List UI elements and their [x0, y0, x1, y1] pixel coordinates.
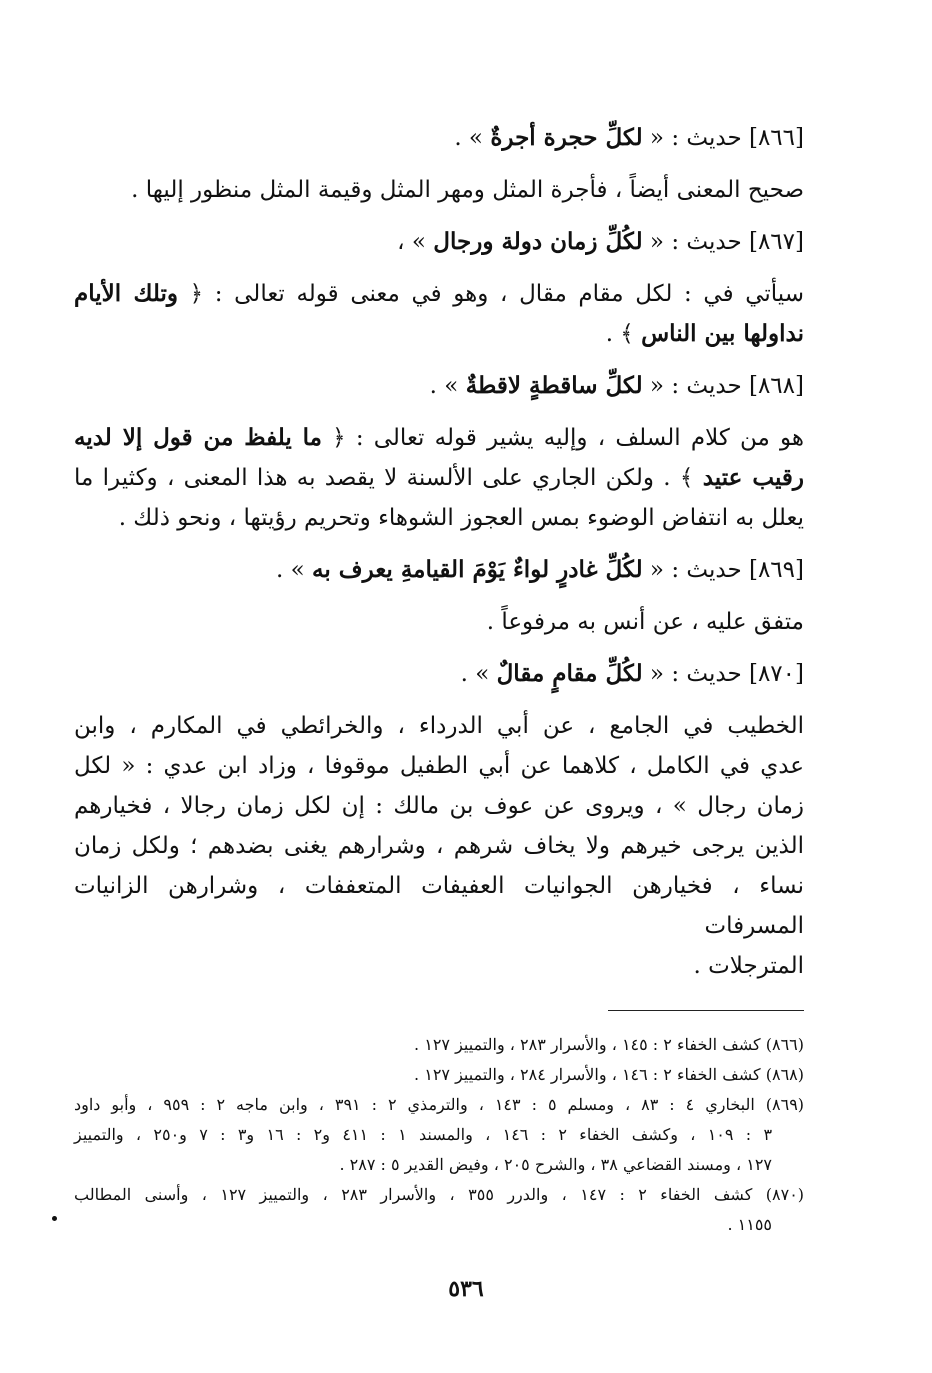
hadith-867-commentary-line-2 — [74, 314, 804, 354]
ink-speck — [52, 1216, 57, 1221]
commentary-text: ﴾ . ولكن الجاري على الألسنة لا يقصد به هذا المعنى ، وكثيرا ما — [74, 465, 703, 491]
quran-quote: نداولها بين الناس — [641, 320, 804, 347]
hadith-868-heading — [74, 366, 804, 406]
hadith-870-commentary-line: الذين يرجى خيرهم ولا يخاف شرهم ، وشرارهم يغنى بضدهم ؛ ولكل زمان — [74, 833, 804, 859]
hadith-868-commentary-line-3: يعلل به انتفاض الوضوء بمس العجوز الشوهاء وتحريم رؤيتها ، ونحو ذلك . — [118, 505, 804, 531]
hadith-867-prefix: [٨٦٧] حديث : « — [642, 229, 804, 255]
quran-quote: وتلك الأيام — [74, 280, 178, 307]
hadith-867-heading — [74, 222, 804, 262]
hadith-866-prefix: [٨٦٦] حديث : « — [642, 125, 804, 151]
footnote-868: (٨٦٨) كشف الخفاء ٢ : ١٤٦ ، والأسرار ٢٨٤ ، والتمييز ١٢٧ . — [414, 1065, 804, 1084]
hadith-870-commentary-line: زمان رجال » ، ويروى عن عوف بن مالك : إن لكل زمان رجالا ، فخيارهم — [74, 793, 804, 819]
hadith-868-quote: لكلِّ ساقطةٍ لاقطةٌ — [465, 372, 643, 399]
hadith-866-commentary: صحيح المعنى أيضاً ، فأجرة المثل ومهر المثل وقيمة المثل منظور إليها . — [131, 177, 804, 203]
main-text — [74, 118, 804, 986]
hadith-866-quote: لكلِّ حجرة أجرةٌ — [490, 124, 643, 151]
footnote-866: (٨٦٦) كشف الخفاء ٢ : ١٤٥ ، والأسرار ٢٨٣ ، والتمييز ١٢٧ . — [414, 1035, 804, 1054]
hadith-870-commentary-line: المترجلات . — [693, 953, 804, 979]
page-number: ٥٣٦ — [448, 1276, 484, 1302]
hadith-867-commentary-line-1 — [74, 274, 804, 314]
hadith-867-suffix: » ، — [397, 229, 434, 255]
hadith-866-heading — [74, 118, 804, 158]
hadith-869-prefix: [٨٦٩] حديث : « — [642, 557, 804, 583]
hadith-868-suffix: » . — [429, 373, 466, 399]
hadith-866-suffix: » . — [454, 125, 491, 151]
hadith-868-commentary-line-1 — [74, 418, 804, 458]
hadith-869-quote: لكُلِّ غادرٍ لواءٌ يَوْمَ القيامةِ يعرف به — [312, 556, 643, 583]
footnote-divider — [608, 1010, 804, 1011]
hadith-868-commentary-line-2 — [74, 458, 804, 498]
hadith-869-suffix: » . — [276, 557, 313, 583]
footnote-869-continued: ٣ : ١٠٩ ، وكشف الخفاء ٢ : ١٤٦ ، والمسند ١ : ٤١١ و٢ : ١٦ و٣ : ٧ و٢٥٠ ، والتمييز — [74, 1125, 773, 1144]
hadith-870-commentary-line: عدي في الكامل ، كلاهما عن أبي الطفيل موقوفا ، وزاد ابن عدي : « لكل — [74, 753, 804, 779]
hadith-869-commentary: متفق عليه ، عن أنس به مرفوعاً . — [486, 609, 804, 635]
hadith-870-suffix: » . — [460, 661, 497, 687]
footnote-870-continued: ١١٥٥ . — [727, 1215, 772, 1234]
hadith-870-commentary-line: نساء ، فخيارهن الجوانيات العفيفات المتعففات ، وشرارهن الزانيات المسرفات — [74, 873, 804, 939]
footnote-870: (٨٧٠) كشف الخفاء ٢ : ١٤٧ ، والدرر ٣٥٥ ، والأسرار ٢٨٣ ، والتمييز ١٢٧ ، وأسنى المطالب — [74, 1185, 805, 1204]
hadith-870-quote: لكُلِّ مقامٍ مقالٌ — [496, 660, 643, 687]
footnote-869-continued: ١٢٧ ، ومسند القضاعي ٣٨ ، والشرح ٢٠٥ ، وفيض القدير ٥ : ٢٨٧ . — [339, 1155, 772, 1174]
hadith-869-heading — [74, 550, 804, 590]
commentary-text: هو من كلام السلف ، وإليه يشير قوله تعالى : ﴿ — [321, 425, 804, 451]
hadith-870-heading — [74, 654, 804, 694]
commentary-text: ﴾ . — [605, 321, 642, 347]
commentary-text: سيأتي في : لكل مقام مقال ، وهو في معنى قوله تعالى : ﴿ — [178, 281, 804, 307]
footnotes — [74, 1030, 804, 1240]
footnote-869: (٨٦٩) البخاري ٤ : ٨٣ ، ومسلم ٥ : ١٤٣ ، والترمذي ٢ : ٣٩١ ، وابن ماجه ٢ : ٩٥٩ ، وأبو داود — [74, 1095, 805, 1114]
hadith-870-prefix: [٨٧٠] حديث : « — [642, 661, 804, 687]
quran-quote: ما يلفظ من قول إلا لديه — [74, 424, 322, 451]
hadith-870-commentary-line: الخطيب في الجامع ، عن أبي الدرداء ، والخرائطي في المكارم ، وابن — [74, 713, 804, 739]
hadith-867-quote: لكُلِّ زمان دولة ورجال — [433, 228, 643, 255]
quran-quote: رقيب عتيد — [702, 464, 805, 491]
hadith-868-prefix: [٨٦٨] حديث : « — [642, 373, 804, 399]
